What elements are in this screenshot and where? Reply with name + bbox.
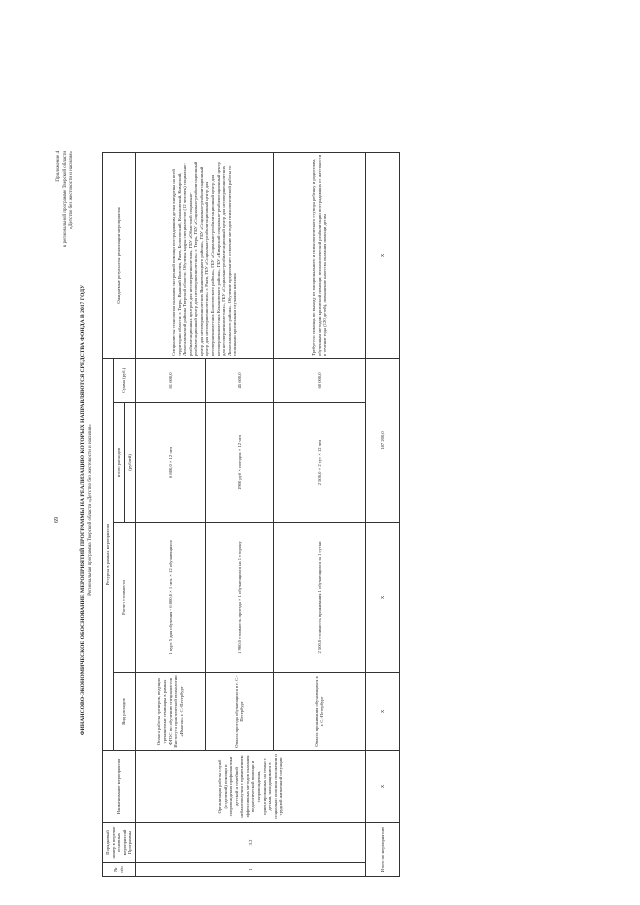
row-expected-a: Специалисты технологии оказания экстренной помощи пострадавшим детям внедрены на всей территории области: г. Тверь, Вышний Волочек, Ржев, Бологовский, Конаковский, Кимрский, Лихославльский районы Тверской области. Обучены кадры специалистов (12 человек) социально-реабилитационных центров для несовершеннолетних, ГБУ «Областной социально-реабилитационный центр для несовершеннолетних» г. Тверь, ГБУ «Социально-реабилитационный центр для несовершеннолетних Вышневолоцкого района», ГБУ «Социально-реабилитационный центр для несовершеннолетних» г. Ржев, ГБУ «Социально-реабилитационный центр для несовершеннолетних Бологовского района», ГБУ «Социально-реабилитационный центр для несовершеннолетних Конаковского района», ГБУ «Кимрский социально-реабилитационный центр для несовершеннолетних», ГБУ «Социально-реабилитационный центр для несовершеннолетних Лихославльского района». Обучение предполагает освоение методов психологической работы со сложными кризисными случаями насилия: [135, 152, 273, 358]
item-total: 1900 руб × поездок × 12 чел: [205, 403, 273, 523]
footer-label: Итого по мероприятию: [365, 823, 399, 877]
item-calc: 2 500,0 стоимость проживания 1 обучающихся за 1 сутки: [273, 523, 365, 673]
header-calc: Расчет стоимости: [113, 523, 135, 673]
header-expected: Ожидаемые результаты реализации мероприятия: [103, 152, 136, 358]
rotated-sheet: [50, 145, 510, 885]
item-calc: 1 курс 5 дня обучения - 6 800,0 × 1 чел. × 12 обучающихся: [135, 523, 205, 673]
header-expense-type: Вид расходов: [113, 673, 135, 751]
item-expense-type: Оплата проезда обучающихся в г. С.-Петербург: [205, 673, 273, 751]
item-calc: 1 900,0 стоимость проезда × 1 обучающихся на 1 сторону: [205, 523, 273, 673]
page-number: 69: [54, 517, 60, 523]
row-expected-b: Требуется: помощь по выходу из эмоционального и психологического ступора ребенку и родителям, обученным методам кризисной помощи; психологической реабилитации пострадавших от жестокости в течение года (120 детей), повышение качества оказания помощи детям: [273, 152, 365, 358]
footer-x2: X: [365, 673, 399, 751]
item-sum: 81 600,0: [135, 358, 205, 402]
item-expense-type: Оплата проживания обучающихся в г. С.-Петербург: [273, 673, 365, 751]
table-footer-row: [365, 152, 399, 876]
appendix-line-1: Приложение 4: [56, 151, 61, 182]
header-event-no: Порядковый номер в перечне основных мероприятий Программы: [103, 823, 136, 863]
row-num: 1: [135, 863, 365, 877]
header-resources: Ресурсы в рамках мероприятия: [103, 358, 114, 750]
document-subtitle: Региональная программа Тверской области «Детство без жестокости и насилия»: [88, 424, 93, 596]
row-event-name: Организация работы служб (отделений) помощи и сопровождения профилактики детской и семейной неблагополучия с применением эффективных методов оказания педагогической помощи и сопровождения, ориентированных на семьи с детьми, находящимися в социально опасном положении и трудной жизненной ситуации: [135, 751, 365, 823]
header-sum: Сумма (руб.): [113, 358, 135, 402]
item-expense-type: Оплата работы тренеров, ведущих тренинговые семинары в рамках ФГОС по обучению специалистов Института практической психологии «Иматон» г. С.-Петербург: [135, 673, 205, 751]
row-event-no: 3.2: [135, 823, 365, 863]
appendix-line-3: «Детство без жестокости и насилия»: [69, 151, 74, 230]
appendix-line-2: к региональной программе Тверской области: [62, 151, 68, 248]
header-event-name: Наименование мероприятия: [103, 751, 136, 823]
header-total-label: итого расходов: [113, 403, 125, 523]
justification-table: [102, 152, 400, 877]
footer-x4: X: [365, 152, 399, 358]
document-title: ФИНАНСОВО-ЭКОНОМИЧЕСКОЕ ОБОСНОВАНИЕ МЕРОПРИЯТИЙ ПРОГРАММЫ НА РЕАЛИЗАЦИЮ КОТОРЫХ НАПРАВЛЯЮТСЯ СРЕДСТВА ФОНДА В 2017 ГОДУ: [80, 284, 86, 736]
header-total-unit: (рублей): [125, 403, 136, 523]
appendix-note: [56, 151, 76, 491]
item-sum: 60 000,0: [273, 358, 365, 402]
footer-x3: X: [365, 523, 399, 673]
table-row: [135, 152, 205, 876]
header-num: № п/п: [103, 863, 136, 877]
footer-total: 187 200,0: [365, 358, 399, 522]
item-total: 6 800,0 × 12 чел: [135, 403, 205, 523]
footer-x1: X: [365, 751, 399, 823]
item-total: 2 500,0 × 2 сут × 12 чел: [273, 403, 365, 523]
item-sum: 45 600,0: [205, 358, 273, 402]
